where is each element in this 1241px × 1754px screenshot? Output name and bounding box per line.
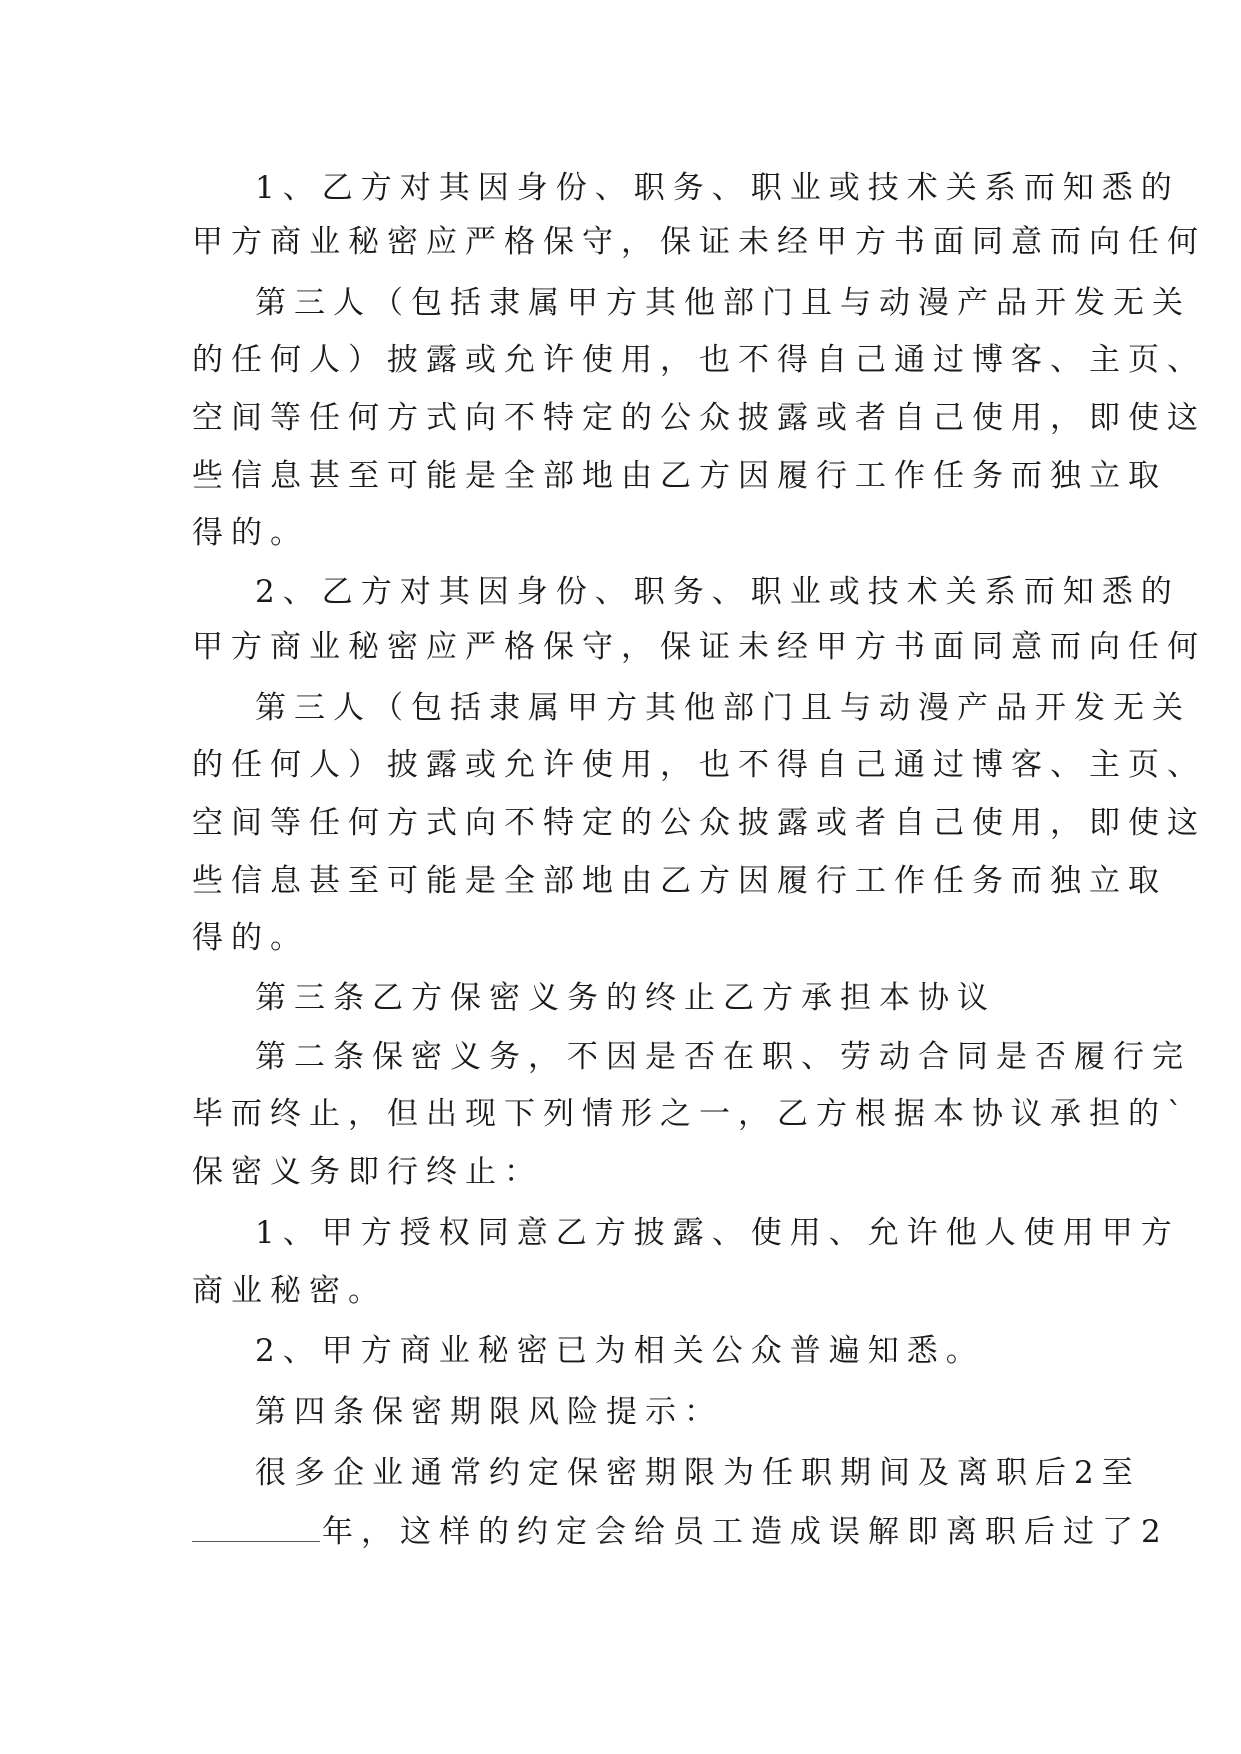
text-line: 空间等任何方式向不特定的公众披露或者自己使用，即使这 [192, 805, 1206, 841]
text-line: 些信息甚至可能是全部地由乙方因履行工作任务而独立取 [192, 458, 1167, 494]
text-line: 很多企业通常约定保密期限为任职期间及离职后2至 [255, 1455, 1141, 1491]
text-line: 得的。 [192, 920, 309, 956]
text-line: 第三人（包括隶属甲方其他部门且与动漫产品开发无关 [255, 285, 1191, 321]
text-line: 空间等任何方式向不特定的公众披露或者自己使用，即使这 [192, 400, 1206, 436]
text-line: 的任何人）披露或允许使用，也不得自己通过博客、主页、 [192, 342, 1206, 378]
text-line: 得的。 [192, 515, 309, 551]
text-line: 的任何人）披露或允许使用，也不得自己通过博客、主页、 [192, 747, 1206, 783]
text-line: 第二条保密义务，不因是否在职、劳动合同是否履行完 [255, 1039, 1191, 1075]
text-line: 些信息甚至可能是全部地由乙方因履行工作任务而独立取 [192, 863, 1167, 899]
text-line: 2、乙方对其因身份、职务、职业或技术关系而知悉的 [255, 574, 1180, 610]
text-line: 1、甲方授权同意乙方披露、使用、允许他人使用甲方 [255, 1215, 1180, 1251]
text-line: 1、乙方对其因身份、职务、职业或技术关系而知悉的 [255, 170, 1180, 206]
text-line-with-blank [192, 1512, 1169, 1552]
text-line: 2、甲方商业秘密已为相关公众普遍知悉。 [255, 1333, 985, 1369]
text-line: 商业秘密。 [192, 1273, 387, 1309]
text-line: 毕而终止，但出现下列情形之一，乙方根据本协议承担的` [192, 1096, 1191, 1132]
text-line: 甲方商业秘密应严格保守，保证未经甲方书面同意而向任何 [192, 224, 1206, 260]
text-line: 第三人（包括隶属甲方其他部门且与动漫产品开发无关 [255, 690, 1191, 726]
text-line: 第三条乙方保密义务的终止乙方承担本协议 [255, 980, 996, 1016]
text-line: 年，这样的约定会给员工造成误解即离职后过了2 [322, 1514, 1169, 1550]
text-line: 保密义务即行终止： [192, 1154, 543, 1190]
text-line: 第四条保密期限风险提示： [255, 1394, 723, 1430]
fill-in-blank [192, 1519, 320, 1542]
text-line: 甲方商业秘密应严格保守，保证未经甲方书面同意而向任何 [192, 629, 1206, 665]
